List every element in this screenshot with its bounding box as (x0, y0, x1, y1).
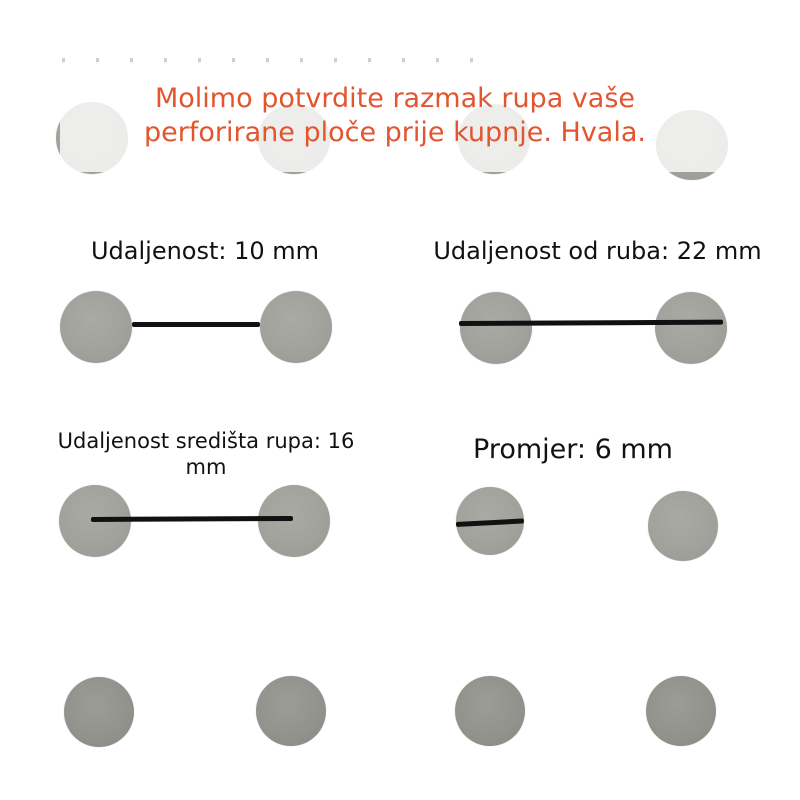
spacing-measure-line (132, 322, 260, 327)
center-distance-label-line-1: Udaljenost središta rupa: 16 (57, 429, 355, 453)
hole-bottom-4 (646, 676, 716, 746)
edge-distance-label: Udaljenost od ruba: 22 mm (433, 237, 762, 265)
hole-spacing-right (260, 291, 332, 363)
diameter-label: Promjer: 6 mm (473, 434, 673, 465)
hole-edge-left (460, 292, 532, 364)
purchase-notice (60, 82, 730, 150)
notice-line-2: perforirane ploče prije kupnje. Hvala. (144, 117, 646, 148)
hole-bottom-3 (455, 676, 525, 746)
hole-diameter-right (648, 491, 718, 561)
hole-bottom-2 (256, 676, 326, 746)
center-distance-label (36, 428, 376, 481)
hole-edge-right (655, 292, 727, 364)
spacing-label: Udaljenost: 10 mm (90, 237, 320, 265)
hole-spacing-left (60, 291, 132, 363)
center-distance-label-line-2: mm (185, 455, 227, 480)
center-distance-measure-line (91, 516, 293, 522)
hole-bottom-1 (64, 677, 134, 747)
notice-line-1: Molimo potvrdite razmak rupa vaše (154, 83, 636, 114)
